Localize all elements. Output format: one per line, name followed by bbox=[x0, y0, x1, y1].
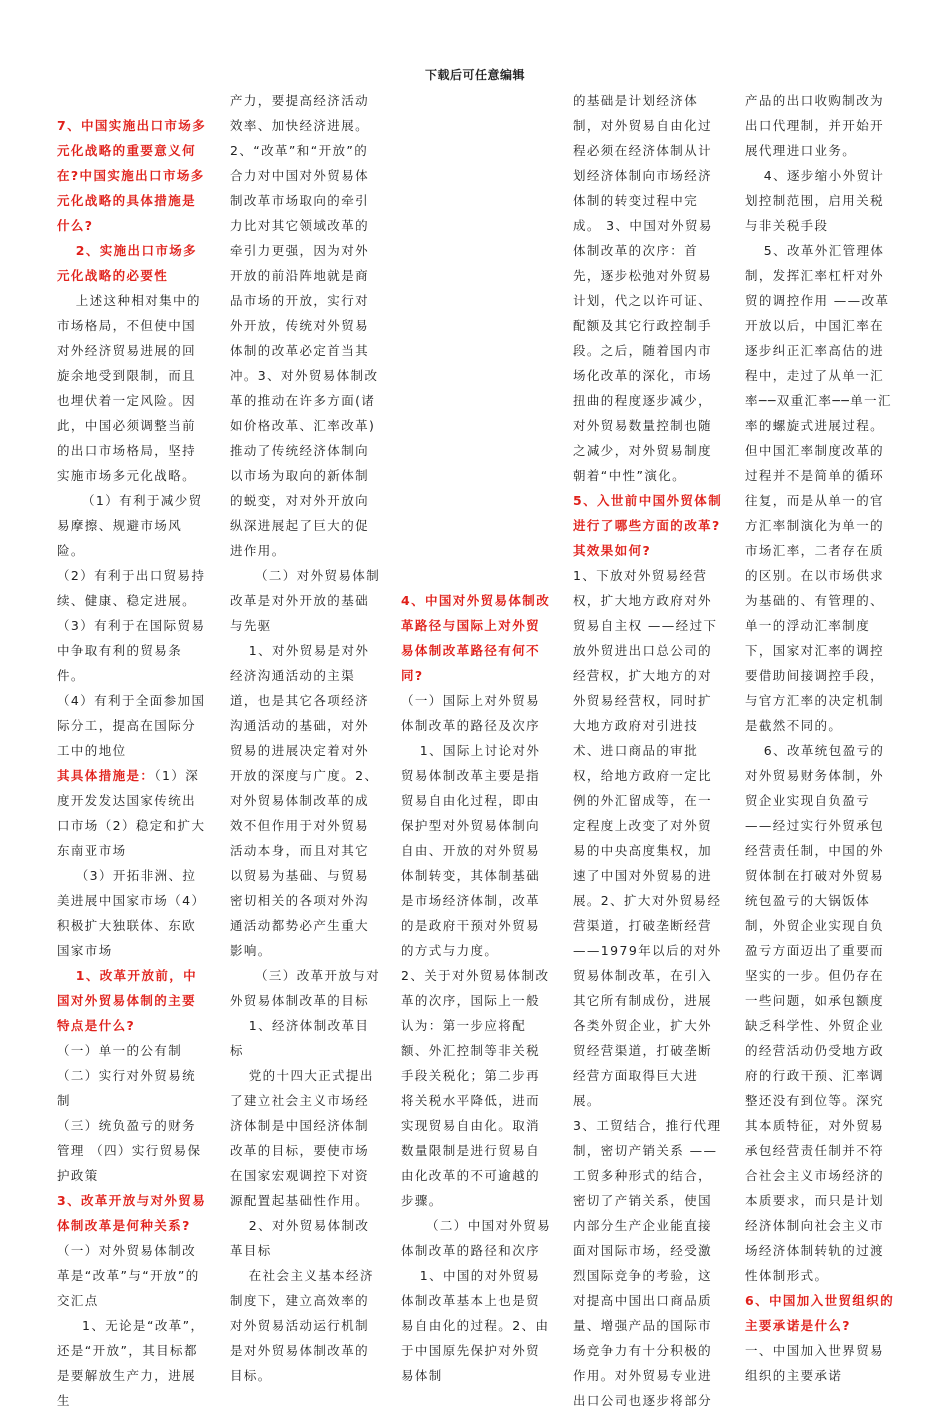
paragraph: 的基础是计划经济体制，对外贸易自由化过程必须在经济体制从计划经济体制向市场经济体制的转变过程中完成。 3、中国对外贸易体制改革的次序：首先，逐步松弛对外贸易计划，代之以许可证、配额及其它行政控制手段。之后，随着国内市场化改革的深化，市场扭曲的程度逐步减少，对外贸易数量控制也随之减少，对外贸易制度朝着“中性”演化。 bbox=[573, 93, 713, 483]
paragraph-text: （1）深度开发发达国家传统出口市场（2）稳定和扩大东南亚市场 bbox=[57, 768, 206, 858]
paragraph-lead: 其具体措施是： bbox=[57, 768, 155, 783]
paragraph: 党的十四大正式提出了建立社会主义市场经济体制是中国经济体制改革的目标，要使市场在国家宏观调控下对资源配置起基础性作用。 bbox=[230, 1068, 374, 1208]
paragraph: （三）统负盈亏的财务管理 （四）实行贸易保护政策 bbox=[57, 1118, 202, 1183]
paragraph: 1、经济体制改革目标 bbox=[230, 1018, 370, 1058]
paragraph bbox=[57, 763, 209, 863]
paragraph: 1、下放对外贸易经营权，扩大地方政府对外贸易自主权 ——经过下放外贸进出口总公司的经营权，扩大地方的对外贸易经营权，同时扩大地方政府对引进技术、进口商品的审批权，给地方政府一定比例的外汇留成等，在一定程度上改变了对外贸易的中央高度集权，加速了中国对外贸易的进展。2、扩大对外贸易经营渠道，打破垄断经营 ——1979年以后的对外贸易体制改革，在引入其它所有制成份，进展各类外贸企业，扩大外贸经营渠道，打破垄断经营方面取得巨大进展。 bbox=[573, 568, 722, 1108]
text-column-4 bbox=[573, 88, 725, 1413]
paragraph: 5、入世前中国外贸体制进行了哪些方面的改革?其效果如何? bbox=[573, 493, 723, 558]
paragraph: （一）国际上对外贸易体制改革的路径及次序 bbox=[401, 693, 541, 733]
paragraph: 6、中国加入世贸组织的主要承诺是什么? bbox=[745, 1293, 895, 1333]
paragraph: 在社会主义基本经济制度下，建立高效率的对外贸易活动运行机制是对外贸易体制改革的目标。 bbox=[230, 1268, 374, 1383]
paragraph: （3）有利于在国际贸易中争取有利的贸易条件。 bbox=[57, 618, 206, 683]
paragraph: 4、中国对外贸易体制改革路径与国际上对外贸易体制改革路径有何不同? bbox=[401, 593, 551, 683]
text-column-5 bbox=[745, 88, 897, 1388]
page-header: 下载后可任意编辑 bbox=[424, 68, 525, 82]
paragraph: 2、对外贸易体制改革目标 bbox=[230, 1218, 370, 1258]
paragraph: 上述这种相对集中的市场格局，不但使中国对外经济贸易进展的回旋余地受到限制，而且也埋伏着一定风险。因此，中国必须调整当前的出口市场格局，坚持实施市场多元化战略。 bbox=[57, 293, 201, 483]
paragraph: （2）有利于出口贸易持续、健康、稳定进展。 bbox=[57, 568, 206, 608]
paragraph: 1、中国的对外贸易体制改革基本上也是贸易自由化的过程。2、由于中国原先保护对外贸易体制 bbox=[401, 1268, 550, 1383]
paragraph: 7、中国实施出口市场多元化战略的重要意义何在?中国实施出口市场多元化战略的具体措施是什么? bbox=[57, 118, 207, 233]
text-column-1 bbox=[57, 113, 209, 1413]
paragraph: （一）对外贸易体制改革是“改革”与“开放”的交汇点 bbox=[57, 1243, 200, 1308]
paragraph: 5、改革外汇管理体制，发挥汇率杠杆对外贸的调控作用 ——改革开放以后，中国汇率在逐步纠正汇率高估的进程中，走过了从单一汇率──双重汇率──单一汇率的螺旋式进展过程。但中国汇率制度改革的过程并不是简单的循环往复，而是从单一的官方汇率制演化为单一的市场汇率，二者存在质的区别。在以市场供求为基础的、有管理的、单一的浮动汇率制度下，国家对汇率的调控要借助间接调控手段，与官方汇率的决定机制是截然不同的。 bbox=[745, 243, 892, 733]
paragraph: 6、改革统包盈亏的对外贸易财务体制，外贸企业实现自负盈亏 ——经过实行外贸承包经营责任制，中国的外贸体制在打破对外贸易统包盈亏的大锅饭体制，外贸企业实现自负盈亏方面迈出了重要而坚实的一步。但仍存在一些问题，如承包额度缺乏科学性、外贸企业的经营活动仍受地方政府的行政干预、汇率调整还没有到位等。深究其本质特征，对外贸易承包经营责任制并不符合社会主义市场经济的本质要求，而只是计划经济体制向社会主义市场经济体制转轨的过渡性体制形式。 bbox=[745, 743, 885, 1283]
paragraph: （一）单一的公有制 bbox=[57, 1043, 183, 1058]
paragraph: （3）开拓非洲、拉美进展中国家市场（4）积极扩大独联体、东欧国家市场 bbox=[57, 868, 206, 958]
paragraph: （1）有利于减少贸易摩擦、规避市场风险。 bbox=[57, 493, 203, 558]
paragraph: （二）对外贸易体制改革是对外开放的基础与先驱 bbox=[230, 568, 381, 633]
paragraph: 4、逐步缩小外贸计划控制范围，启用关税与非关税手段 bbox=[745, 168, 885, 233]
paragraph: 3、工贸结合，推行代理制，密切产销关系 ——工贸多种形式的结合，密切了产销关系，使国内部分生产企业能直接面对国际市场，经受激烈国际竞争的考验，这对提高中国出口商品质量、增强产品的国际市场竞争力有十分积极的作用。对外贸易专业进出口公司也逐步将部分 bbox=[573, 1118, 722, 1408]
paragraph: 3、改革开放与对外贸易体制改革是何种关系? bbox=[57, 1193, 207, 1233]
paragraph: 1、对外贸易是对外经济沟通活动的主渠道，也是其它各项经济沟通活动的基础，对外贸易的进展决定着对外开放的深度与广度。2、对外贸易体制改革的成效不但作用于对外贸易活动本身，而且对其它以贸易为基础、与贸易密切相关的各项对外沟通活动都势必产生重大影响。 bbox=[230, 643, 379, 958]
paragraph: 2、“改革”和“开放”的合力对中国对外贸易体制改革市场取向的牵引力比对其它领域改革的牵引力更强，因为对外开放的前沿阵地就是商品市场的开放，实行对外开放，传统对外贸易体制的改革必定首当其冲。3、对外贸易体制改革的推动在许多方面(诸如价格改革、汇率改革)推动了传统经济体制向以市场为取向的新体制的蜕变，对对外开放向纵深进展起了巨大的促进作用。 bbox=[230, 143, 379, 558]
paragraph: 1、国际上讨论对外贸易体制改革主要是指贸易自由化过程，即由保护型对外贸易体制向自由、开放的对外贸易体制转变，其体制基础是市场经济体制，改革的是政府干预对外贸易的方式与力度。 bbox=[401, 743, 541, 958]
paragraph: （二）中国对外贸易体制改革的路径和次序 bbox=[401, 1218, 552, 1258]
text-column-2 bbox=[230, 88, 382, 1388]
text-column-3 bbox=[401, 588, 553, 1388]
paragraph: 产力，要提高经济活动效率、加快经济进展。 bbox=[230, 93, 370, 133]
paragraph: 2、关于对外贸易体制改革的次序，国际上一般认为：第一步应将配额、外汇控制等非关税手段关税化；第二步再将关税水平降低，进而实现贸易自由化。取消数量限制是进行贸易自由化改革的不可逾越的步骤。 bbox=[401, 968, 550, 1208]
paragraph: 一、中国加入世界贸易组织的主要承诺 bbox=[745, 1343, 885, 1383]
paragraph: （二）实行对外贸易统制 bbox=[57, 1068, 197, 1108]
paragraph: 1、无论是“改革”，还是“开放”，其目标都是要解放生产力，进展生 bbox=[57, 1318, 205, 1408]
paragraph: 2、实施出口市场多元化战略的必要性 bbox=[57, 243, 198, 283]
paragraph: 1、改革开放前，中国对外贸易体制的主要特点是什么? bbox=[57, 968, 198, 1033]
paragraph: 产品的出口收购制改为出口代理制，并开始开展代理进口业务。 bbox=[745, 93, 885, 158]
paragraph: （4）有利于全面参加国际分工，提高在国际分工中的地位 bbox=[57, 693, 206, 758]
paragraph: （三）改革开放与对外贸易体制改革的目标 bbox=[230, 968, 381, 1008]
